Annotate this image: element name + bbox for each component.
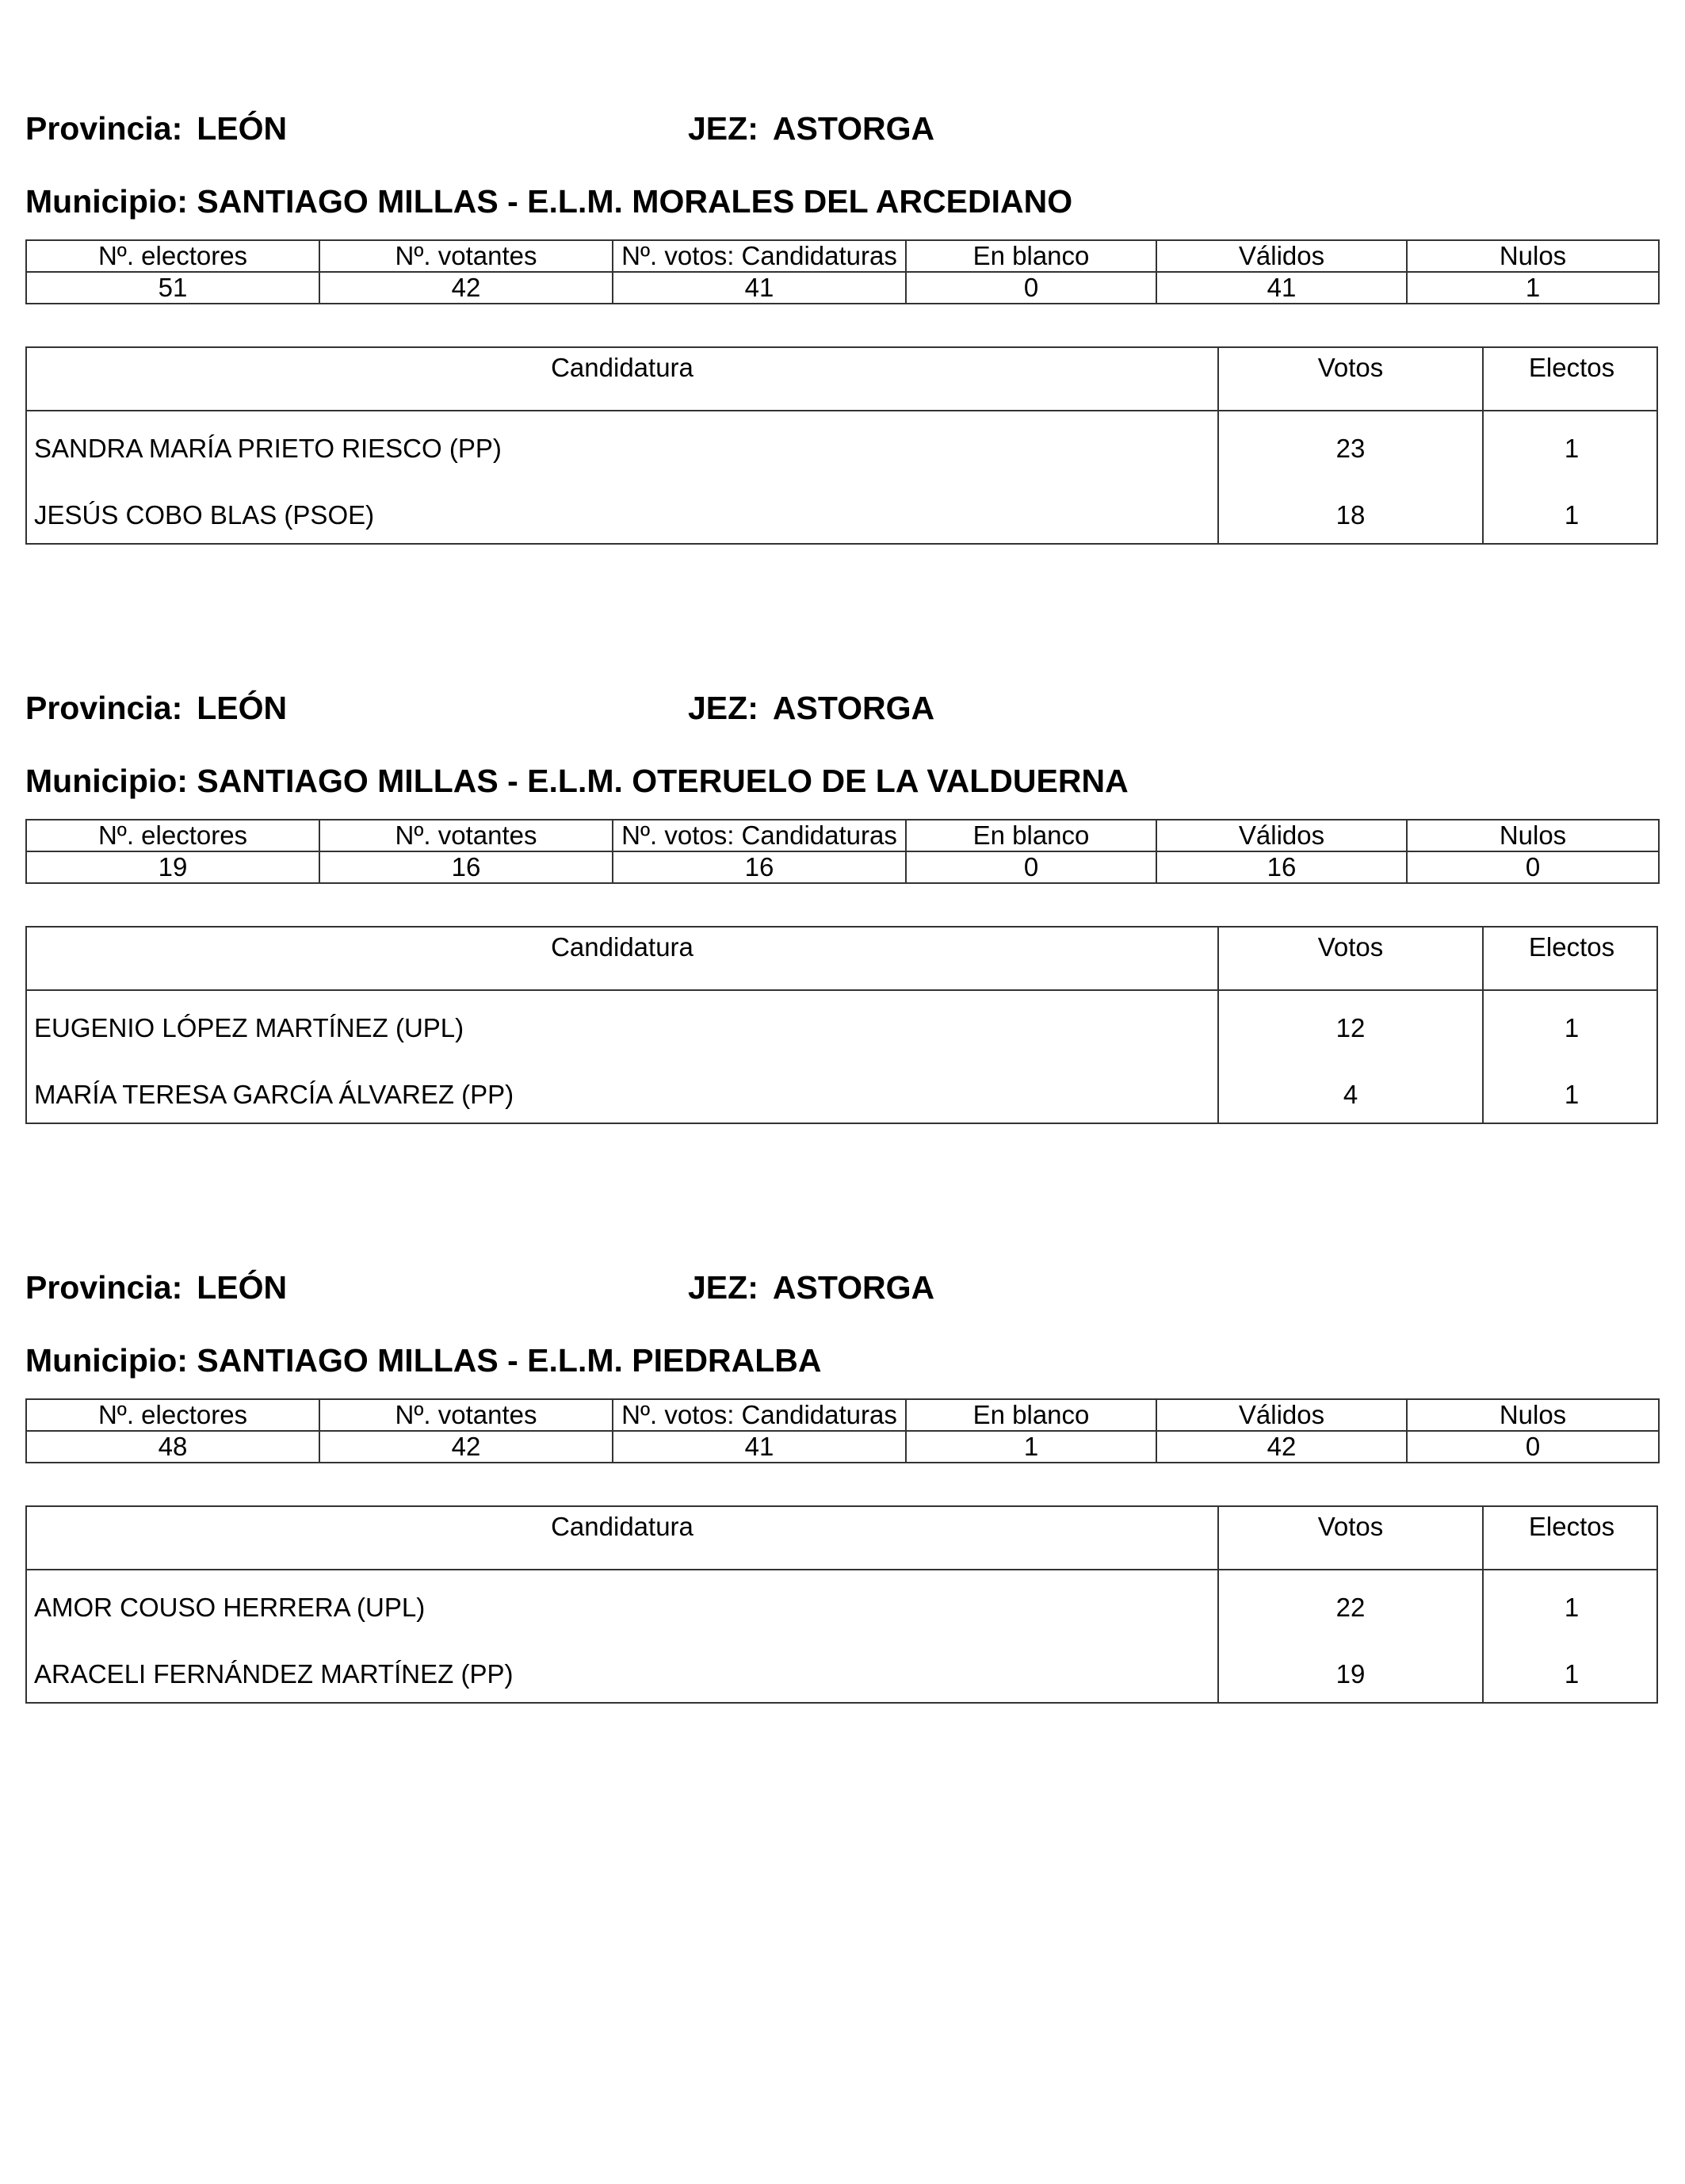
votos-header: Votos (1317, 932, 1384, 962)
candidate-name: SANDRA MARÍA PRIETO RIESCO (PP) (34, 434, 502, 463)
stats-value-cell: 0 (1407, 1431, 1659, 1463)
stats-header-row (26, 820, 1659, 851)
stats-value-cell: 51 (26, 272, 319, 304)
electos-header: Electos (1528, 353, 1615, 382)
candidate-name: EUGENIO LÓPEZ MARTÍNEZ (UPL) (34, 1013, 464, 1042)
stats-value-cell: 16 (613, 851, 906, 883)
stats-value-cell: 41 (613, 272, 906, 304)
jez-line (688, 692, 934, 725)
stats-header-cell: Nulos (1407, 1399, 1659, 1431)
stats-value-cell: 16 (319, 851, 613, 883)
provincia-line (25, 1269, 288, 1306)
stats-header-cell: En blanco (906, 240, 1156, 272)
column-divider (1217, 348, 1219, 543)
stats-table (25, 819, 1660, 884)
municipio-line (25, 765, 1129, 797)
stats-header-cell: Nº. electores (26, 1399, 319, 1431)
stats-header-cell: En blanco (906, 820, 1156, 851)
stats-value-cell: 16 (1156, 851, 1407, 883)
jez-value: ASTORGA (772, 1269, 935, 1306)
candidate-votes: 23 (1335, 434, 1366, 463)
municipio-value: SANTIAGO MILLAS - E.L.M. PIEDRALBA (197, 1342, 822, 1379)
provincia-label: Provincia: (25, 690, 183, 726)
electos-header: Electos (1528, 1512, 1615, 1541)
candidate-name: MARÍA TERESA GARCÍA ÁLVAREZ (PP) (34, 1080, 514, 1109)
stats-header-cell: Nº. electores (26, 240, 319, 272)
candidate-votes: 18 (1335, 500, 1366, 530)
votos-header: Votos (1317, 1512, 1384, 1541)
stats-value-cell: 41 (1156, 272, 1407, 304)
stats-header-cell: Nº. votantes (319, 240, 613, 272)
jez-label: JEZ: (688, 110, 758, 147)
municipio-line (25, 183, 1073, 220)
stats-value-cell: 1 (1407, 272, 1659, 304)
provincia-value: LEÓN (197, 110, 288, 147)
candidate-elected: 1 (1564, 1593, 1580, 1622)
votos-header: Votos (1317, 353, 1384, 382)
column-divider (1482, 928, 1484, 1123)
candidate-votes: 12 (1335, 1013, 1366, 1042)
jez-value: ASTORGA (772, 690, 935, 726)
stats-header-cell: Nº. votantes (319, 820, 613, 851)
stats-value-cell: 19 (26, 851, 319, 883)
stats-value-cell: 0 (1407, 851, 1659, 883)
stats-value-cell: 0 (906, 272, 1156, 304)
candidate-elected: 1 (1564, 1013, 1580, 1042)
candidate-elected: 1 (1564, 434, 1580, 463)
candidate-elected: 1 (1564, 1080, 1580, 1109)
column-divider (1217, 928, 1219, 1123)
stats-value-row (26, 1431, 1659, 1463)
municipio-label: Municipio: (25, 763, 188, 799)
stats-header-cell: Nº. votos: Candidaturas (613, 1399, 906, 1431)
stats-header-cell: Nº. votos: Candidaturas (613, 240, 906, 272)
candidates-table (25, 926, 1658, 1124)
candidate-name: ARACELI FERNÁNDEZ MARTÍNEZ (PP) (34, 1659, 514, 1689)
jez-line (688, 1269, 935, 1306)
stats-header-cell: Nulos (1407, 240, 1659, 272)
stats-header-cell: Nº. votos: Candidaturas (613, 820, 906, 851)
provincia-line (25, 692, 287, 725)
provincia-value: LEÓN (197, 690, 288, 726)
header-divider (27, 989, 1656, 991)
stats-header-cell: Nº. electores (26, 820, 319, 851)
stats-value-cell: 42 (319, 1431, 613, 1463)
stats-table (25, 1398, 1660, 1463)
candidatura-header: Candidatura (551, 353, 693, 382)
provincia-label: Provincia: (25, 110, 183, 147)
stats-header-cell: Válidos (1156, 1399, 1407, 1431)
stats-header-cell: Válidos (1156, 820, 1407, 851)
stats-value-row (26, 851, 1659, 883)
stats-value-cell: 48 (26, 1431, 319, 1463)
candidate-votes: 22 (1335, 1593, 1366, 1622)
candidatura-header: Candidatura (551, 1512, 693, 1541)
stats-header-row (26, 1399, 1659, 1431)
header-divider (27, 410, 1656, 411)
provincia-label: Provincia: (25, 1269, 183, 1306)
header-divider (27, 1569, 1656, 1570)
municipio-label: Municipio: (25, 183, 188, 220)
candidate-votes: 4 (1343, 1080, 1358, 1109)
stats-value-cell: 42 (319, 272, 613, 304)
column-divider (1217, 1507, 1219, 1702)
stats-header-cell: Nulos (1407, 820, 1659, 851)
stats-value-cell: 0 (906, 851, 1156, 883)
provincia-value: LEÓN (197, 1269, 288, 1306)
candidate-name: AMOR COUSO HERRERA (UPL) (34, 1593, 426, 1622)
provincia-line (25, 110, 288, 147)
jez-value: ASTORGA (772, 110, 935, 147)
candidate-name: JESÚS COBO BLAS (PSOE) (34, 500, 375, 530)
candidates-table (25, 1505, 1658, 1704)
candidatura-header: Candidatura (551, 932, 693, 962)
stats-value-cell: 41 (613, 1431, 906, 1463)
jez-label: JEZ: (688, 690, 758, 726)
column-divider (1482, 348, 1484, 543)
candidate-votes: 19 (1335, 1659, 1366, 1689)
stats-value-cell: 42 (1156, 1431, 1407, 1463)
stats-header-cell: Válidos (1156, 240, 1407, 272)
municipio-line (25, 1344, 821, 1377)
candidates-table (25, 346, 1658, 545)
column-divider (1482, 1507, 1484, 1702)
stats-table (25, 239, 1660, 304)
jez-label: JEZ: (688, 1269, 758, 1306)
stats-header-cell: En blanco (906, 1399, 1156, 1431)
municipio-value: SANTIAGO MILLAS - E.L.M. MORALES DEL ARCEDIANO (197, 183, 1073, 220)
jez-line (688, 110, 935, 147)
municipio-label: Municipio: (25, 1342, 188, 1379)
electos-header: Electos (1528, 932, 1615, 962)
stats-header-cell: Nº. votantes (319, 1399, 613, 1431)
municipio-value: SANTIAGO MILLAS - E.L.M. OTERUELO DE LA VALDUERNA (197, 763, 1129, 799)
candidate-elected: 1 (1564, 1659, 1580, 1689)
stats-value-row (26, 272, 1659, 304)
stats-header-row (26, 240, 1659, 272)
stats-value-cell: 1 (906, 1431, 1156, 1463)
candidate-elected: 1 (1564, 500, 1580, 530)
